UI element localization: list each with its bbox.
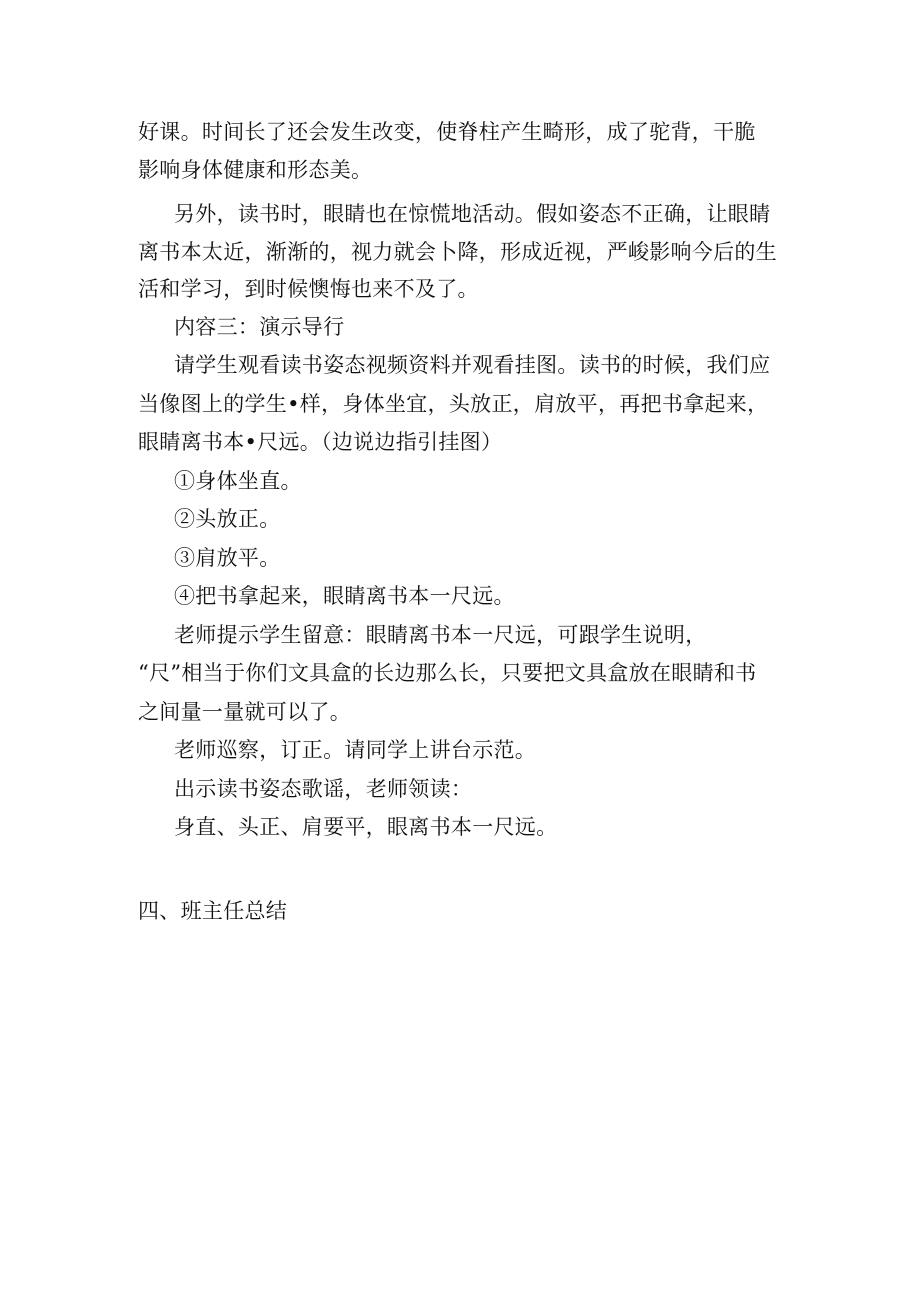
text-line: 活和学习，到时候懊悔也来不及了。 (138, 277, 479, 301)
text-line: 老师巡察，订正。请同学上讲台示范。 (174, 738, 537, 762)
text-line: 请学生观看读书姿态视频资料并观看挂图。读书的时候，我们应 (174, 353, 771, 377)
section-heading: 内容三：演示导行 (174, 315, 345, 339)
list-item: ③肩放平。 (174, 546, 281, 570)
text-line: 影响身体健康和形态美。 (138, 158, 373, 182)
list-item: ④把书拿起来，眼睛离书本一尺远。 (174, 584, 515, 608)
text-line: 好课。时间长了还会发生改变，使脊柱产生畸形，成了驼背，干脆 (138, 120, 756, 144)
section-heading: 四、班主任总结 (138, 899, 288, 923)
text-line: 当像图上的学生•样，身体坐宜，头放正，肩放平，再把书拿起来， (138, 392, 769, 416)
text-line: “尺”相当于你们文具盒的长边那么长，只要把文具盒放在眼睛和书 (138, 661, 757, 685)
text-line: 老师提示学生留意：眼睛离书本一尺远，可跟学生说明， (174, 623, 707, 647)
list-item: ②头放正。 (174, 507, 281, 531)
text-line: 另外，读书时，眼睛也在惊慌地活动。假如姿态不正确，让眼睛 (174, 202, 771, 226)
text-line: 离书本太近，渐渐的，视力就会卜降，形成近视，严峻影响今后的生 (138, 240, 777, 264)
text-line: 身直、头正、肩要平，眼离书本一尺远。 (174, 815, 558, 839)
text-line: 出示读书姿态歌谣，老师领读： (174, 777, 473, 801)
text-line: 眼睛离书本•尺远。（边说边指引挂图） (138, 430, 503, 454)
list-item: ①身体坐直。 (174, 469, 302, 493)
text-line: 之间量一量就可以了。 (138, 700, 351, 724)
